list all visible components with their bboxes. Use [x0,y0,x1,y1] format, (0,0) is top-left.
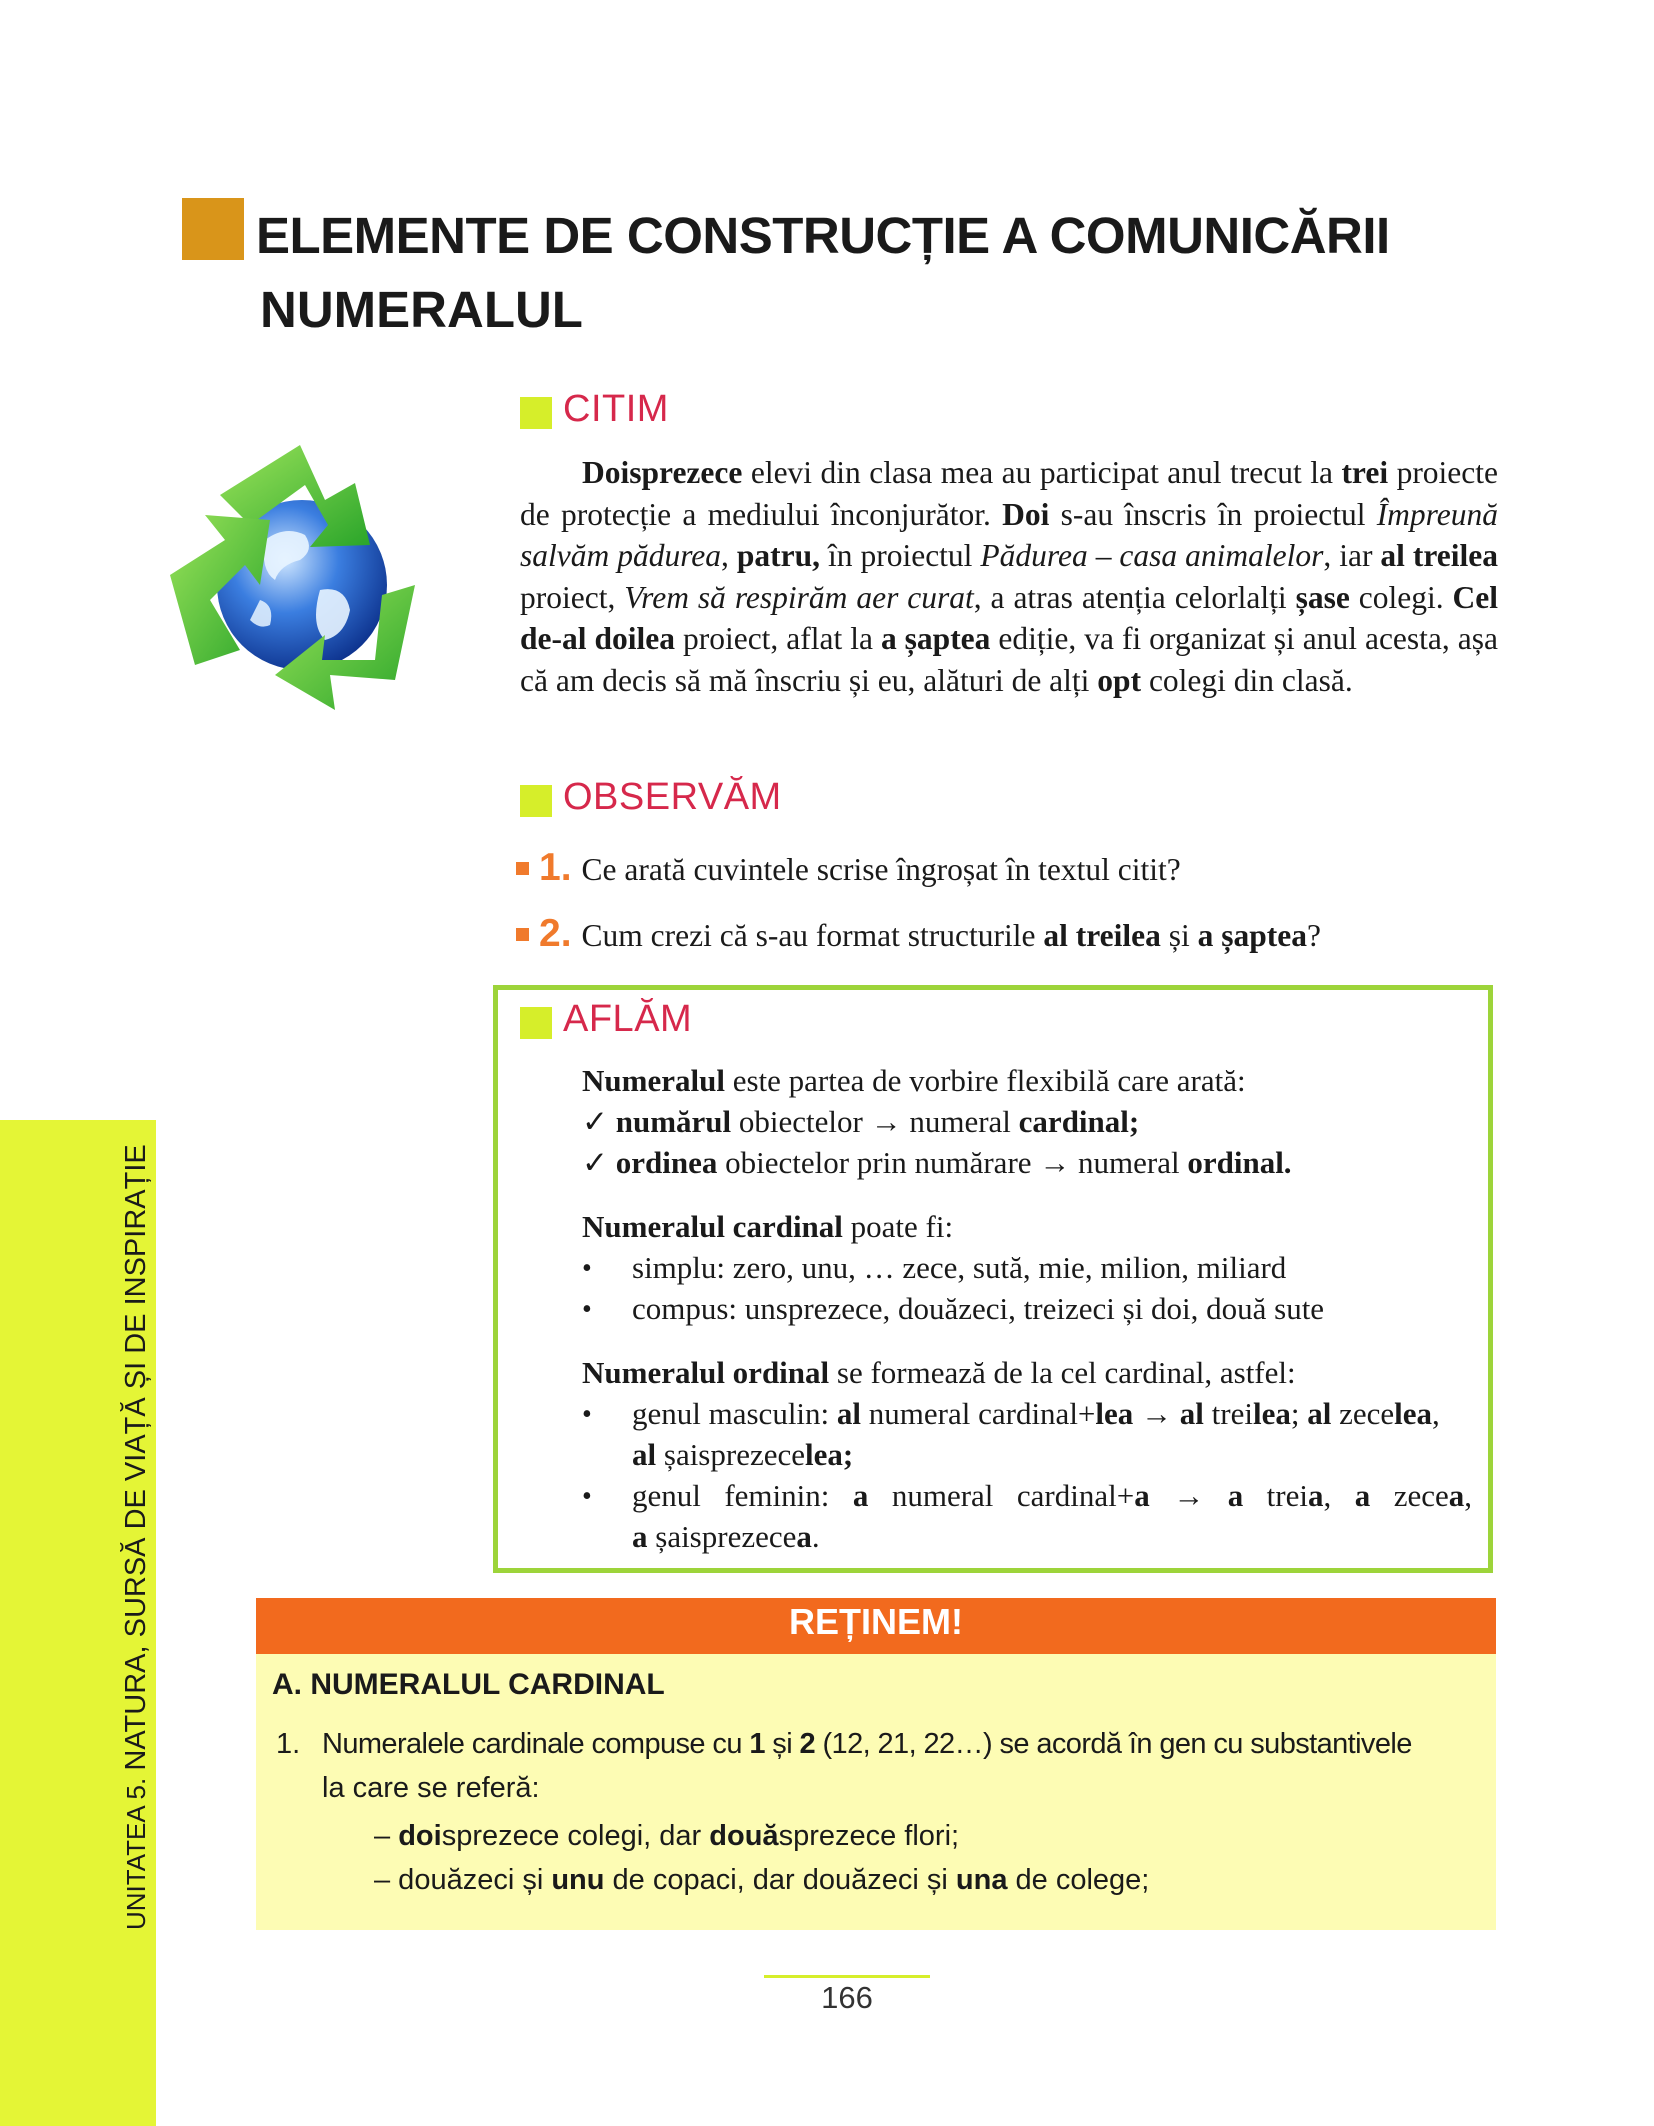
question-text: Cum crezi că s-au format structurile [581,918,1044,953]
text-segment: genul feminin: [632,1478,853,1513]
question-number: 2. [539,912,572,955]
question-text: ? [1306,918,1321,953]
bullet-dot: • [582,1481,592,1512]
unit-title: NATURA, SURSĂ DE VIAȚĂ ȘI DE INSPIRAȚIE [120,1144,152,1771]
remember-example-2 [374,1864,1149,1897]
cardinal-bold: Numeralul cardinal [582,1209,843,1244]
bold-segment: patru, [736,538,821,573]
text-segment: ediție, va fi organizat și anul acesta, așa că am decis să mă înscriu și eu, alături de alți [520,621,1498,698]
text-segment: – [374,1820,399,1852]
section-title-observam: OBSERVĂM [563,776,782,818]
italic-segment: Împreună salvăm pădurea [520,496,1498,573]
text-segment: sprezece colegi, dar [441,1820,710,1852]
remember-item-line-1 [322,1728,1412,1761]
bold-segment: a șaptea [880,621,991,656]
text-segment: Numeralele cardinale compuse cu [322,1728,750,1760]
chapter-title: ELEMENTE DE CONSTRUCȚIE A COMUNICĂRII [256,207,1390,264]
bold-segment: una [955,1864,1008,1896]
text-segment: numeral cardinal+ [868,1478,1135,1513]
reading-paragraph [520,452,1498,701]
text-segment: → [1149,1478,1228,1513]
check-text: obiectelor → numeral [731,1104,1019,1139]
text-segment: , iar [1323,538,1381,573]
def-bold: Numeralul [582,1063,725,1098]
bold-segment: două [709,1820,779,1852]
bold-segment: al [1307,1396,1332,1431]
bold-segment: șase [1295,579,1350,615]
bold-segment: a [632,1519,648,1554]
bold-segment: al [632,1437,657,1472]
ordinal-bold: Numeralul ordinal [582,1355,830,1390]
remember-title: REȚINEM! [789,1601,963,1642]
page-number-line [764,1975,930,1978]
bold-segment: lea [1095,1396,1134,1431]
bold-segment: lea [1252,1396,1291,1431]
text-segment: , [1323,1478,1355,1513]
check-bold: numărul [615,1104,732,1139]
text-segment: proiecte de protecție a mediului înconjurător. [520,455,1498,532]
question-bullet [516,862,529,875]
check-icon: ✓ [582,1104,616,1139]
remember-example-1 [374,1820,959,1853]
text-segment: proiect, aflat la [674,621,881,656]
text-segment: șaisprezece [647,1519,797,1554]
bold-segment: al [1179,1396,1204,1431]
section-title-citim: CITIM [563,388,669,430]
bold-segment: Cel de-al doilea [520,579,1498,656]
bullet-dot: • [582,1399,592,1430]
bold-segment: a [1227,1478,1244,1513]
check-line-2 [582,1145,1292,1181]
text-segment: (12, 21, 22…) se acordă în gen cu substantivele [815,1728,1412,1760]
ordinal-masculine-line-2 [632,1437,853,1473]
ordinal-heading [582,1355,1296,1391]
cardinal-bullet-2: compus: unsprezece, douăzeci, treizeci și doi, două sute [632,1291,1325,1326]
question-bold: a șaptea [1197,918,1307,953]
text-segment: → [1133,1396,1180,1431]
bold-segment: Doi [1002,496,1050,532]
check-bold: ordinea [615,1145,718,1180]
text-segment: colegi. [1349,579,1453,615]
bold-segment: a [1448,1478,1465,1513]
text-segment: și [764,1728,800,1760]
text-segment: de copaci, dar douăzeci și [604,1864,956,1896]
text-segment: , [721,538,737,573]
text-segment: sprezece flori; [778,1820,960,1852]
text-segment: , [1464,1478,1472,1513]
bold-segment: lea [1394,1396,1433,1431]
text-segment: proiect, [520,579,625,615]
ordinal-feminine-line-2 [632,1519,820,1555]
text-segment: ; [1290,1396,1308,1431]
reading-text [520,452,1498,701]
text-segment: zece [1370,1478,1449,1513]
question-text: și [1160,918,1198,953]
text-segment: , [1432,1396,1440,1431]
bold-segment: Doisprezece [582,455,743,490]
bold-segment: al [836,1396,862,1431]
recycle-globe-image [150,425,455,730]
bold-segment: lea; [805,1437,854,1472]
text-segment: trei [1243,1478,1308,1513]
text-segment: în proiectul [820,538,981,573]
question-1 [516,846,1181,890]
remember-subtitle: A. NUMERALUL CARDINAL [272,1668,665,1701]
bold-segment: a [796,1519,812,1554]
title-square [182,198,244,260]
question-2 [516,912,1321,956]
question-text: Ce arată cuvintele scrise îngroșat în textul citit? [581,852,1181,887]
text-segment: de colege; [1007,1864,1150,1896]
page-number: 166 [821,1980,873,2015]
ordinal-feminine-line-1 [632,1478,1472,1514]
cardinal-bullet-1: simplu: zero, unu, … zece, sută, mie, milion, miliard [632,1250,1287,1285]
observam-square [520,785,552,817]
bullet-dot: • [582,1294,592,1325]
bullet-dot: • [582,1253,592,1284]
text-segment: . [811,1519,820,1554]
cardinal-rest: poate fi: [842,1209,954,1244]
check-line-1 [582,1104,1139,1140]
question-number: 1. [539,846,572,889]
remember-item-line-2: la care se referă: [322,1772,540,1804]
ordinal-rest: se formează de la cel cardinal, astfel: [829,1355,1296,1390]
check-icon: ✓ [582,1145,616,1180]
question-bullet [516,928,529,941]
recycle-globe-icon [150,425,455,730]
definition-line [582,1063,1246,1099]
remember-item-number: 1. [276,1728,301,1760]
bold-segment: a [1134,1478,1150,1513]
bold-segment: trei [1341,455,1389,490]
bold-segment: opt [1097,662,1142,698]
text-segment: colegi din clasă. [1141,662,1353,698]
text-segment: trei [1203,1396,1253,1431]
question-bold: al treilea [1043,918,1161,953]
bold-segment: doi [398,1820,442,1852]
text-segment: , a atras atenția celorlalți [973,579,1296,615]
check-end: ordinal. [1187,1145,1292,1180]
check-text: obiectelor prin numărare → numeral [717,1145,1188,1180]
bold-segment: a [1307,1478,1324,1513]
bold-segment: al treilea [1380,538,1499,573]
bold-segment: a [852,1478,869,1513]
bold-segment: a [1354,1478,1371,1513]
italic-segment: Vrem să respirăm aer curat [624,579,974,615]
text-segment: – douăzeci și [374,1864,552,1896]
chapter-subtitle: NUMERALUL [260,281,583,338]
text-segment: elevi din clasa mea au participat anul trecut la [742,455,1342,490]
ordinal-masculine-line-1 [632,1396,1440,1432]
cardinal-heading [582,1209,953,1245]
def-rest: este partea de vorbire flexibilă care arată: [724,1063,1246,1098]
aflam-square [520,1007,552,1039]
italic-segment: Pădurea – casa animalelor [980,538,1324,573]
unit-label: UNITATEA 5. [121,1777,151,1930]
text-segment: șaisprezece [656,1437,805,1472]
citim-square [520,397,552,429]
bold-segment: 1 [749,1728,765,1760]
text-segment: zece [1331,1396,1395,1431]
text-segment: numeral cardinal+ [861,1396,1096,1431]
bold-segment: 2 [799,1728,816,1760]
section-title-aflam: AFLĂM [563,998,693,1040]
unit-sidebar-text [120,1144,153,1930]
text-segment: s-au înscris în proiectul [1049,496,1377,532]
text-segment: genul masculin: [632,1396,837,1431]
bold-segment: unu [551,1864,605,1896]
check-end: cardinal; [1018,1104,1140,1139]
